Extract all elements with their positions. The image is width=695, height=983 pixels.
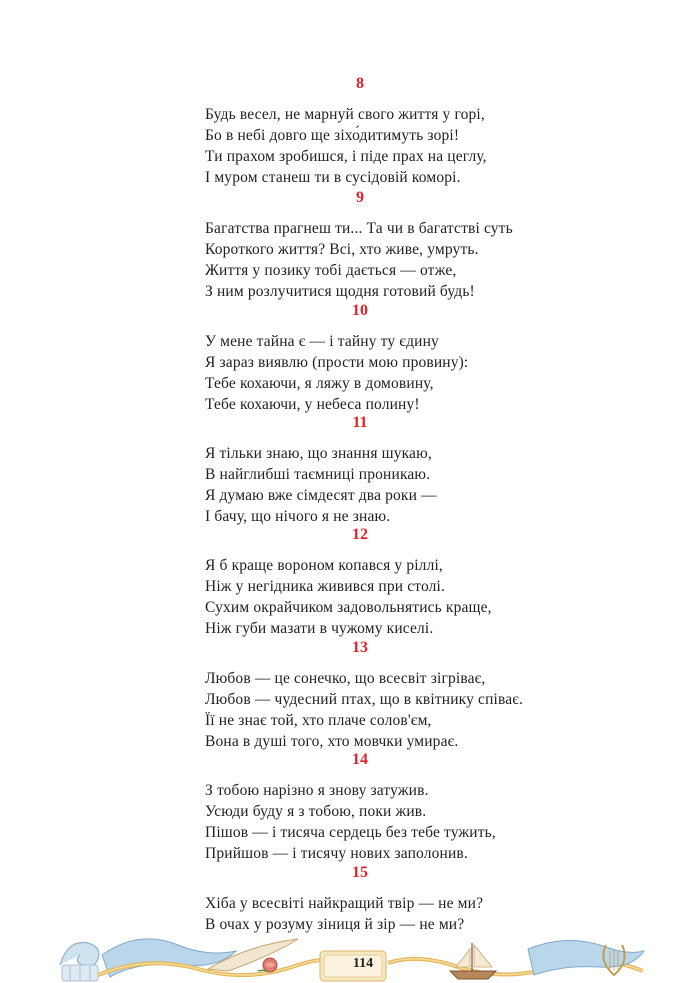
- poem-line: Усюди буду я з тобою, поки жив.: [205, 803, 427, 820]
- stanza-number: 14: [352, 751, 368, 768]
- poem-line: Бо в небі довго ще зіхо́дитимуть зорі!: [205, 127, 460, 144]
- poem-line: Вона в душі того, хто мовчки умирає.: [205, 733, 459, 750]
- stanza-number: 15: [352, 864, 368, 881]
- poem-line: В найглибші таємниці проникаю.: [205, 466, 431, 483]
- poem-line: В очах у розуму зіниця й зір — не ми?: [205, 916, 465, 933]
- poem-line: Я зараз виявлю (прости мою провину):: [205, 354, 469, 371]
- poem-line: Я б краще вороном копався у ріллі,: [205, 557, 443, 574]
- poem-line: З тобою нарізно я знову затужив.: [205, 782, 429, 799]
- poem-line: У мене тайна є — і тайну ту єдину: [205, 333, 439, 350]
- poem-line: Сухим окрайчиком задовольнятись краще,: [205, 599, 492, 616]
- poem-line: Будь весел, не марнуй свого життя у горі,: [205, 106, 485, 123]
- page-number: 114: [352, 956, 374, 971]
- poem-line: Короткого життя? Всі, хто живе, умруть.: [205, 241, 479, 258]
- poem-line: Пішов — і тисяча сердець без тебе тужить,: [205, 824, 496, 841]
- stanza-number: 11: [352, 414, 368, 431]
- stanza-number: 9: [356, 189, 364, 206]
- poem-line: Любов — чудесний птах, що в квітнику співає.: [205, 691, 524, 708]
- decorative-scroll-banner-icon: [58, 925, 648, 983]
- poem-line: І бачу, що нічого я не знаю.: [205, 508, 391, 525]
- rose-icon: [258, 958, 277, 972]
- poem-line: Прийшов — і тисячу нових заполонив.: [205, 845, 468, 862]
- poem-line: Багатства прагнеш ти... Та чи в багатстві суть: [205, 220, 513, 237]
- poem-line: Ніж у негідника живився при столі.: [205, 578, 446, 595]
- poem-line: Я думаю вже сімдесят два роки —: [205, 487, 437, 504]
- poem-line: Життя у позику тобі дається — отже,: [205, 262, 457, 279]
- stanza-number: 8: [356, 75, 364, 92]
- poem-line: Тебе кохаючи, я ляжу в домовину,: [205, 375, 434, 392]
- poem-line: Хіба у всесвіті найкращий твір — не ми?: [205, 895, 484, 912]
- poem-line: Любов — це сонечко, що всесвіт зігріває,: [205, 670, 486, 687]
- ship-icon: [450, 943, 496, 979]
- poem-line: Я тільки знаю, що знання шукаю,: [205, 445, 432, 462]
- stanza-number: 10: [352, 302, 368, 319]
- poem-line: Тебе кохаючи, у небеса полину!: [205, 396, 420, 413]
- poem-line: І муром станеш ти в сусідовій коморі.: [205, 169, 461, 186]
- poem-line: Ніж губи мазати в чужому киселі.: [205, 620, 434, 637]
- stanza-number: 12: [352, 526, 368, 543]
- stanza-number: 13: [352, 639, 368, 656]
- poem-line: Її не знає той, хто плаче солов'єм,: [205, 712, 432, 729]
- poem-line: Ти прахом зробишся, і піде прах на цеглу,: [205, 148, 487, 165]
- poem-line: З ним розлучитися щодня готовий будь!: [205, 283, 475, 300]
- left-scroll-icon: [60, 942, 99, 981]
